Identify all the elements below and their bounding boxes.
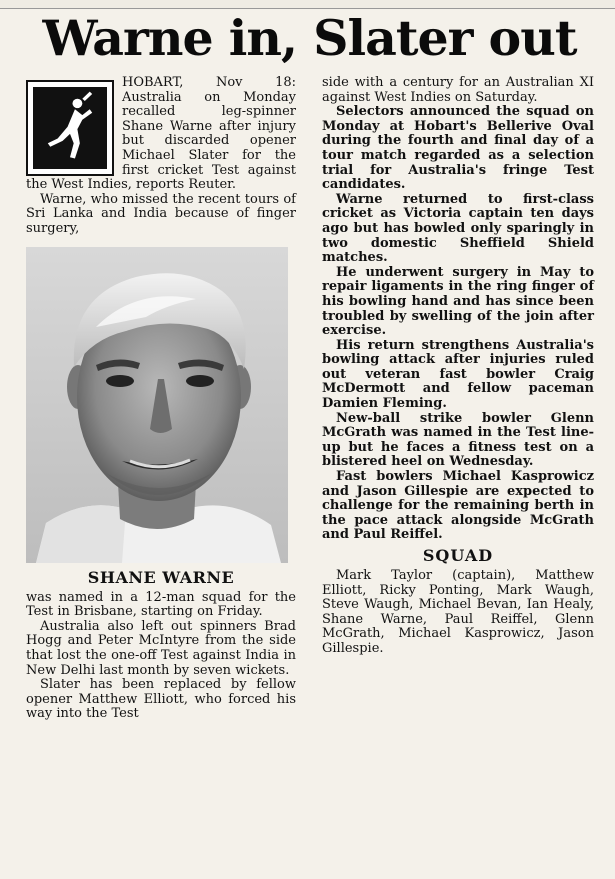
dateline: HOBART, Nov 18:	[122, 75, 296, 90]
story-paragraph-2: Warne, who missed the recent tours of Sri Lanka and India because of finger surgery,	[26, 191, 296, 236]
story-paragraph-12: Fast bowlers Michael Kasprowicz and Jason Gillespie are expected to challenge for the remaining berth in the pace attack alongside McGrath and Paul Reiffel.	[322, 469, 594, 543]
cricket-bowler-icon	[26, 80, 114, 176]
squad-heading: SQUAD	[422, 546, 494, 565]
squad-list: Mark Taylor (captain), Matthew Elliott, Ricky Ponting, Mark Waugh, Steve Waugh, Michael Bevan, Ian Healy, Shane Warne, Paul Reiffel, Glenn McGrath, Michael Kasprowicz, Jason Gillespie.	[322, 568, 594, 656]
headline: Warne in, Slater out	[42, 9, 577, 67]
story-paragraph-11: New-ball strike bowler Glenn McGrath was named in the Test line-up but he faces a fitness test on a blistered heel on Wednesday.	[322, 410, 594, 470]
story-paragraph-9: He underwent surgery in May to repair ligaments in the ring finger of his bowling hand and has since been troubled by swelling of the join after exercise.	[322, 264, 594, 339]
story-paragraph-5: Slater has been replaced by fellow opener Matthew Elliott, who forced his way into the Test	[26, 677, 296, 722]
story-paragraph-8: Warne returned to first-class cricket as Victoria captain ten days ago but has bowled only sparingly in two domestic Sheffield Shield matches.	[322, 191, 594, 266]
story-paragraph-7: Selectors announced the squad on Monday at Hobart's Bellerive Oval during the fourth and final day of a tour match regarded as a selection trial for Australia's fringe Test candidates.	[322, 104, 594, 193]
left-column	[26, 76, 296, 722]
portrait-photo	[26, 247, 288, 563]
torn-top-edge	[0, 0, 615, 9]
photo-caption: SHANE WARNE	[87, 567, 235, 587]
story-paragraph-10: His return strengthens Australia's bowling attack after injuries ruled out veteran fast bowler Craig McDermott and fellow paceman Damien Fleming.	[322, 337, 594, 412]
story-paragraph-4: Australia also left out spinners Brad Hogg and Peter McIntyre from the side that lost the one-off Test against India in New Delhi last month by seven wickets.	[26, 618, 296, 678]
story-paragraph-3: was named in a 12-man squad for the Test in Brisbane, starting on Friday.	[26, 589, 296, 620]
column-divider	[308, 78, 309, 868]
story-paragraph-1: Australia on Monday recalled leg-spinner Shane Warne after injury but discarded opener Michael Slater for the first cricket Test against the West Indies, reports Reuter.	[26, 89, 296, 193]
right-column	[322, 76, 594, 657]
story-paragraph-6: side with a century for an Australian XI against West Indies on Saturday.	[322, 75, 594, 105]
